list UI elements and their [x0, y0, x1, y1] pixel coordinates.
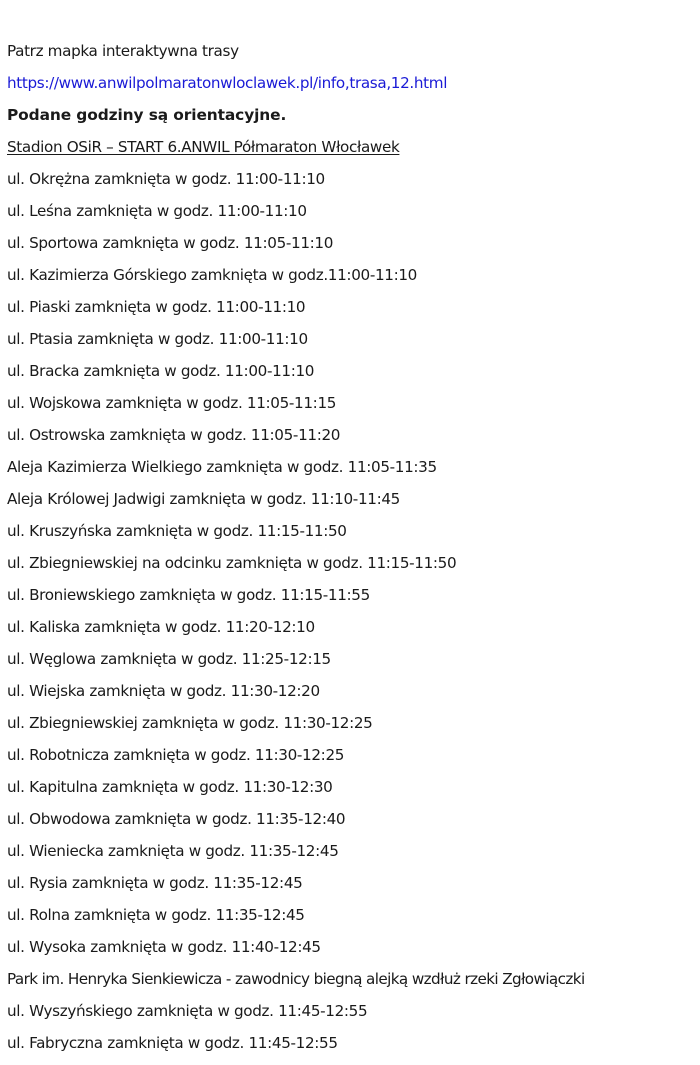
closure-item: ul. Robotnicza zamknięta w godz. 11:30-12:25 — [7, 746, 345, 764]
closure-item: ul. Węglowa zamknięta w godz. 11:25-12:15 — [7, 650, 331, 668]
closure-item: ul. Obwodowa zamknięta w godz. 11:35-12:40 — [7, 810, 346, 828]
closure-item: ul. Wysoka zamknięta w godz. 11:40-12:45 — [7, 938, 321, 956]
closure-item: ul. Kruszyńska zamknięta w godz. 11:15-11:50 — [7, 522, 347, 540]
park-route-note: Park im. Henryka Sienkiewicza - zawodnicy biegną alejką wzdłuż rzeki Zgłowiączki — [7, 970, 585, 988]
route-closures-document — [7, 39, 697, 1063]
closure-item: ul. Wiejska zamknięta w godz. 11:30-12:20 — [7, 682, 320, 700]
times-approximate-note: Podane godziny są orientacyjne. — [7, 106, 287, 124]
closure-item: Aleja Kazimierza Wielkiego zamknięta w godz. 11:05-11:35 — [7, 458, 437, 476]
closure-item: ul. Zbiegniewskiej zamknięta w godz. 11:30-12:25 — [7, 714, 373, 732]
street-closures-list — [7, 167, 697, 1063]
closure-item: ul. Wyszyńskiego zamknięta w godz. 11:45-12:55 — [7, 1002, 368, 1020]
closure-item: ul. Wojskowa zamknięta w godz. 11:05-11:15 — [7, 394, 337, 412]
closure-item: ul. Ostrowska zamknięta w godz. 11:05-11:20 — [7, 426, 341, 444]
closure-item: ul. Broniewskiego zamknięta w godz. 11:15-11:55 — [7, 586, 370, 604]
closure-item: ul. Fabryczna zamknięta w godz. 11:45-12:55 — [7, 1034, 338, 1052]
closure-item: ul. Bracka zamknięta w godz. 11:00-11:10 — [7, 362, 315, 380]
closure-item: ul. Ptasia zamknięta w godz. 11:00-11:10 — [7, 330, 308, 348]
closure-item: ul. Rysia zamknięta w godz. 11:35-12:45 — [7, 874, 303, 892]
closure-item: ul. Kazimierza Górskiego zamknięta w godz.11:00-11:10 — [7, 266, 417, 284]
closure-item: Aleja Królowej Jadwigi zamknięta w godz. 11:10-11:45 — [7, 490, 400, 508]
closure-item: ul. Sportowa zamknięta w godz. 11:05-11:10 — [7, 234, 334, 252]
start-location-heading: Stadion OSiR – START 6.ANWIL Półmaraton Włocławek — [7, 138, 400, 156]
closure-item: ul. Okrężna zamknięta w godz. 11:00-11:10 — [7, 170, 325, 188]
closure-item: ul. Leśna zamknięta w godz. 11:00-11:10 — [7, 202, 307, 220]
closure-item: ul. Piaski zamknięta w godz. 11:00-11:10 — [7, 298, 306, 316]
closure-item: ul. Kapitulna zamknięta w godz. 11:30-12:30 — [7, 778, 333, 796]
closure-item: ul. Rolna zamknięta w godz. 11:35-12:45 — [7, 906, 305, 924]
route-map-link[interactable]: https://www.anwilpolmaratonwloclawek.pl/info,trasa,12.html — [7, 74, 448, 92]
closure-item: ul. Wieniecka zamknięta w godz. 11:35-12:45 — [7, 842, 339, 860]
closure-item: ul. Kaliska zamknięta w godz. 11:20-12:10 — [7, 618, 315, 636]
route-map-link-line — [7, 71, 697, 103]
intro-text: Patrz mapka interaktywna trasy — [7, 42, 239, 60]
closure-item: ul. Zbiegniewskiej na odcinku zamknięta w godz. 11:15-11:50 — [7, 554, 457, 572]
